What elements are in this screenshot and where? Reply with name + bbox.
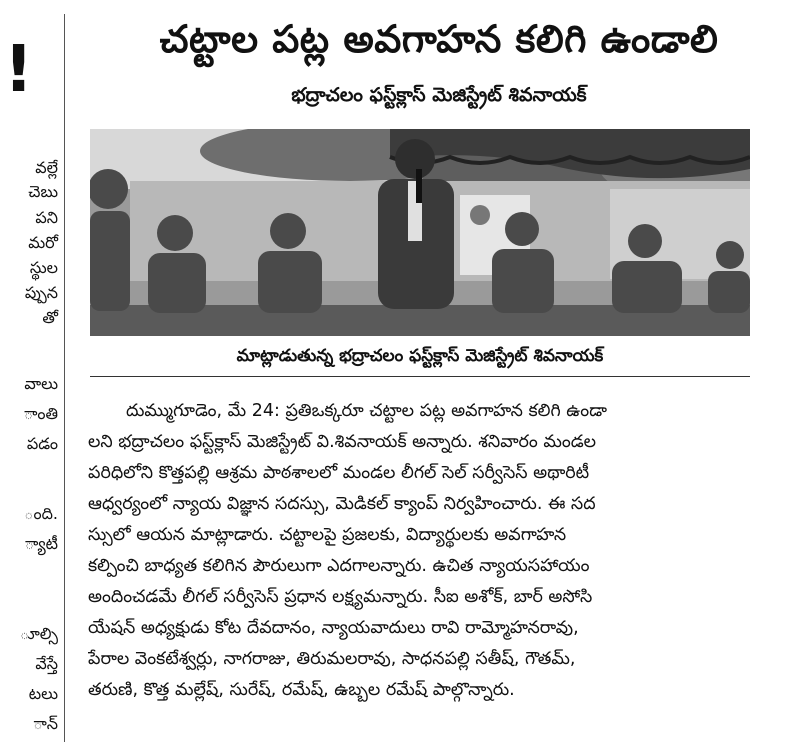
adjacent-text-fragment: ాంతి xyxy=(23,404,58,423)
adjacent-text-fragment: స్థుల xyxy=(29,258,58,277)
article-subheadline: భద్రాచలం ఫస్ట్‌క్లాస్ మెజిస్ట్రేట్ శివనాయక్ xyxy=(291,84,587,106)
column-divider xyxy=(64,14,65,742)
adjacent-text-fragment: ంది. xyxy=(24,504,58,523)
body-line: స్సులో ఆయన మాట్లాడారు. చట్టాలపై ప్రజలకు, విద్యార్థులకు అవగాహన xyxy=(88,525,567,545)
body-line: యేషన్ అధ్యక్షుడు కోట దేవదానం, న్యాయవాదులు రావి రామ్మోహనరావు, xyxy=(88,618,579,638)
caption-divider xyxy=(90,376,750,377)
adjacent-text-fragment: ్యాటీ xyxy=(24,534,58,553)
body-line: ఆధ్వర్యంలో న్యాయ విజ్ఞాన సదస్సు, మెడికల్ క్యాంప్ నిర్వహించారు. ఈ సద xyxy=(88,494,596,514)
article-photo xyxy=(90,129,750,336)
adjacent-text-fragment: మరో xyxy=(28,233,58,252)
adjacent-column-fragment xyxy=(0,0,62,749)
adjacent-text-fragment: తో xyxy=(42,308,58,327)
body-line: అందించడమే లీగల్ సర్వీసెస్ ప్రధాన లక్ష్యమన్నారు. సీఐ అశోక్, బార్ అసోసి xyxy=(88,587,593,607)
body-line: దుమ్ముగూడెం, మే 24: ప్రతిఒక్కరూ చట్టాల పట్ల అవగాహన కలిగి ఉండా xyxy=(126,401,607,421)
adjacent-text-fragment: ప్పున xyxy=(24,283,58,302)
adjacent-text-fragment: వేస్తే xyxy=(35,654,58,673)
news-article xyxy=(84,0,794,749)
adjacent-text-fragment: పడం xyxy=(26,434,58,453)
article-body xyxy=(88,396,750,706)
body-line: కల్పించి బాధ్యత కలిగిన పౌరులుగా ఎదగాలన్నారు. ఉచిత న్యాయసహాయం xyxy=(88,556,590,576)
adjacent-text-fragment: టలు xyxy=(28,684,58,703)
body-line: లని భద్రాచలం ఫస్ట్‌క్లాస్ మెజిస్ట్రేట్ వి.శివనాయక్ అన్నారు. శనివారం మండల xyxy=(88,432,597,452)
adjacent-text-fragment: ాన్ xyxy=(33,714,58,733)
body-line: పరిధిలోని కొత్తపల్లి ఆశ్రమ పాఠశాలలో మండల లీగల్ సెల్ సర్వీసెస్ అథారిటీ xyxy=(88,463,590,483)
adjacent-text-fragment: వల్లే xyxy=(35,158,58,177)
adjacent-text-fragment: పని xyxy=(35,208,58,227)
event-photo-illustration xyxy=(90,129,750,336)
adjacent-text-fragment: ూల్సి xyxy=(19,624,58,643)
adjacent-text-fragment: వాలు xyxy=(24,374,58,393)
body-line: పేరాల వెంకటేశ్వర్లు, నాగరాజు, తిరుమలరావు, సాధనపల్లి సతీష్, గౌతమ్, xyxy=(88,649,576,669)
photo-caption: మాట్లాడుతున్న భద్రాచలం ఫస్ట్‌క్లాస్ మెజిస్ట్రేట్ శివనాయక్ xyxy=(236,346,604,366)
article-headline: చట్టాల పట్ల అవగాహన కలిగి ఉండాలి xyxy=(159,17,719,61)
adjacent-exclamation: ! xyxy=(4,33,34,107)
body-line: తరుణి, కొత్త మల్లేష్, సురేష్, రమేష్, ఉబ్బల రమేష్ పాల్గొన్నారు. xyxy=(88,680,515,700)
adjacent-text-fragment: చెబు xyxy=(28,182,58,201)
